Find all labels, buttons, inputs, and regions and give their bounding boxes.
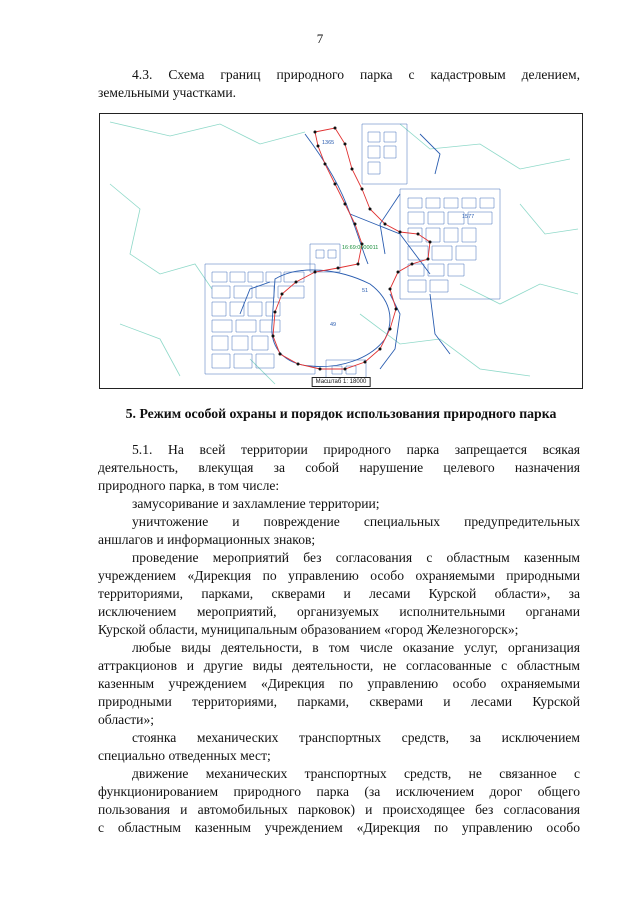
body-line: исключением мероприятий, организуемых исполнительными органами [98,604,580,619]
district-boundaries [110,122,578,384]
body-line: уничтожение и повреждение специальных предупредительных [132,514,580,529]
body-line: природными территориями, парками, скверами и лесами Курской [98,694,580,709]
label-49: 49 [330,322,337,328]
body-line: функционированием природного парка (за исключением дорог общего [98,784,580,799]
subsection-title-line-1: 4.3. Схема границ природного парка с кадастровым делением, [132,67,580,82]
map-drawing [100,114,583,389]
body-line: области»; [98,712,155,727]
body-line: 5.1. На всей территории природного парка запрещается всякая [132,442,580,457]
label-1365: 1365 [322,140,335,146]
body-line: движение механических транспортных средств, не связанное с [132,766,580,781]
body-line: Курской области, муниципальным образованием «город Железногорск»; [98,622,519,637]
page-number: 7 [316,31,324,46]
body-line: аттракционов и другие виды деятельности, не согласованные с областным [98,658,580,673]
cadastral-map [99,113,583,389]
label-1577: 1577 [462,214,475,220]
body-line: учреждением «Дирекция по управлению особо охраняемыми природными [98,568,580,583]
map-scale: Масштаб 1: 18000 [312,377,371,387]
body-line: пользования и автомобильных парковок) и происходящее без согласования [98,802,580,817]
body-line: любые виды деятельности, в том числе оказание услуг, организация [132,640,580,655]
label-51: 51 [362,288,369,294]
body-line: замусоривание и захламление территории; [132,496,380,511]
body-line: природного парка, в том числе: [98,478,280,493]
body-line: с областным казенным учреждением «Дирекция по управлению особо [98,820,580,835]
body-line: проведение мероприятий без согласования с областным казенным [132,550,580,565]
urban-parcels [205,124,500,386]
body-line: территориями, парками, скверами и лесами Курской области», за [98,586,580,601]
body-line: специально отведенных мест; [98,748,271,763]
body-line: стоянка механических транспортных средств, за исключением [132,730,580,745]
main-parcels [240,134,450,369]
subsection-title-line-2: земельными участками. [98,85,237,100]
section-heading: 5. Режим особой охраны и порядок использования природного парка [125,406,557,421]
label-cadastral-block: 16:69:0000011 [342,245,379,251]
map-labels [322,140,474,328]
body-line: казенным учреждением «Дирекция по управлению особо охраняемыми [98,676,580,691]
body-line: аншлагов и информационных знаков; [98,532,316,547]
body-line: деятельность, влекущая за собой нарушение целевого назначения [98,460,580,475]
